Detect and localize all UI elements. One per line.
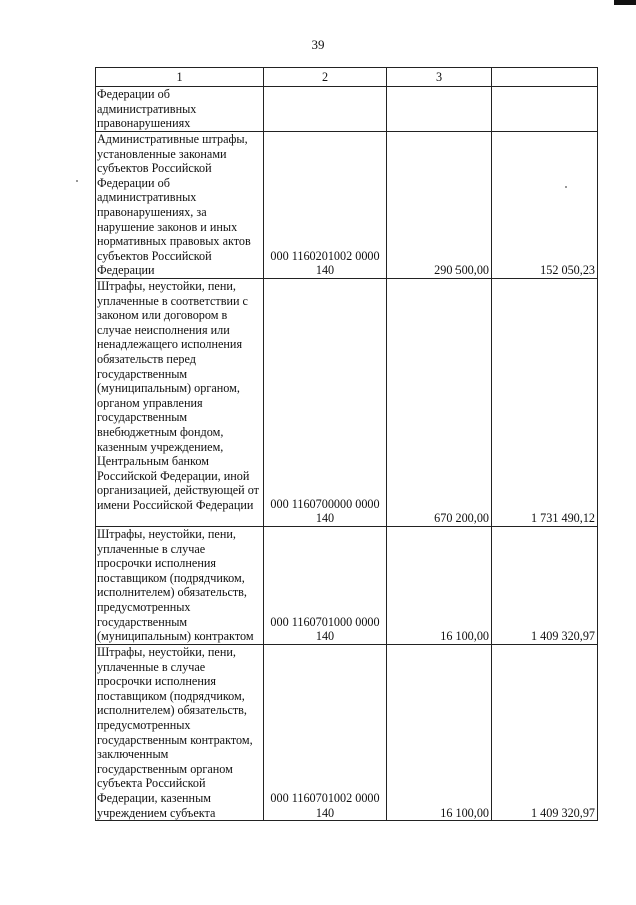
table-row [96,527,598,645]
row-code: 000 1160701002 0000 140 [264,645,387,821]
header-row [96,68,598,87]
row-name: Штрафы, неустойки, пени, уплаченные в случае просрочки исполнения поставщиком (подрядчиком, исполнителем) обязательств, предусмотренных государственным контрактом, заключенным государственным органом субъекта Российской Федерации, казенным учреждением субъекта [96,645,264,821]
row-name: Административные штрафы, установленные законами субъектов Российской Федерации об административных правонарушениях, за нарушение законов и иных нормативных правовых актов субъектов Российской Федерации [96,132,264,279]
row-value-plan: 16 100,00 [387,645,492,821]
row-code: 000 1160201002 0000 140 [264,132,387,279]
row-value-plan: 16 100,00 [387,527,492,645]
row-code [264,87,387,132]
table-row [96,132,598,279]
corner-mark [614,0,636,5]
row-value-exec [492,87,598,132]
column-header: 3 [387,68,492,87]
row-value-exec: 1 409 320,97 [492,645,598,821]
column-header: 2 [264,68,387,87]
column-header: 1 [96,68,264,87]
row-code: 000 1160701000 0000 140 [264,527,387,645]
row-value-exec: 1 409 320,97 [492,527,598,645]
row-name: Федерации об административных правонарушениях [96,87,264,132]
row-name: Штрафы, неустойки, пени, уплаченные в случае просрочки исполнения поставщиком (подрядчиком, исполнителем) обязательств, предусмотренных государственным (муниципальным) контрактом [96,527,264,645]
row-value-plan: 290 500,00 [387,132,492,279]
page-number: 39 [311,37,325,52]
row-name: Штрафы, неустойки, пени, уплаченные в соответствии с законом или договором в случае неисполнения или ненадлежащего исполнения обязательств перед государственным (муниципальным) органом, органом управления государственным внебюджетным фондом, казенным учреждением, Центральным банком Российской Федерации, иной организацией, действующей от имени Российской Федерации [96,279,264,527]
table-row [96,87,598,132]
revenue-table [95,67,598,821]
scan-speck [76,180,78,182]
table-row [96,279,598,527]
row-code: 000 1160700000 0000 140 [264,279,387,527]
row-value-exec: 1 731 490,12 [492,279,598,527]
table-row [96,645,598,821]
row-value-plan [387,87,492,132]
column-header [492,68,598,87]
row-value-exec: 152 050,23 [492,132,598,279]
row-value-plan: 670 200,00 [387,279,492,527]
